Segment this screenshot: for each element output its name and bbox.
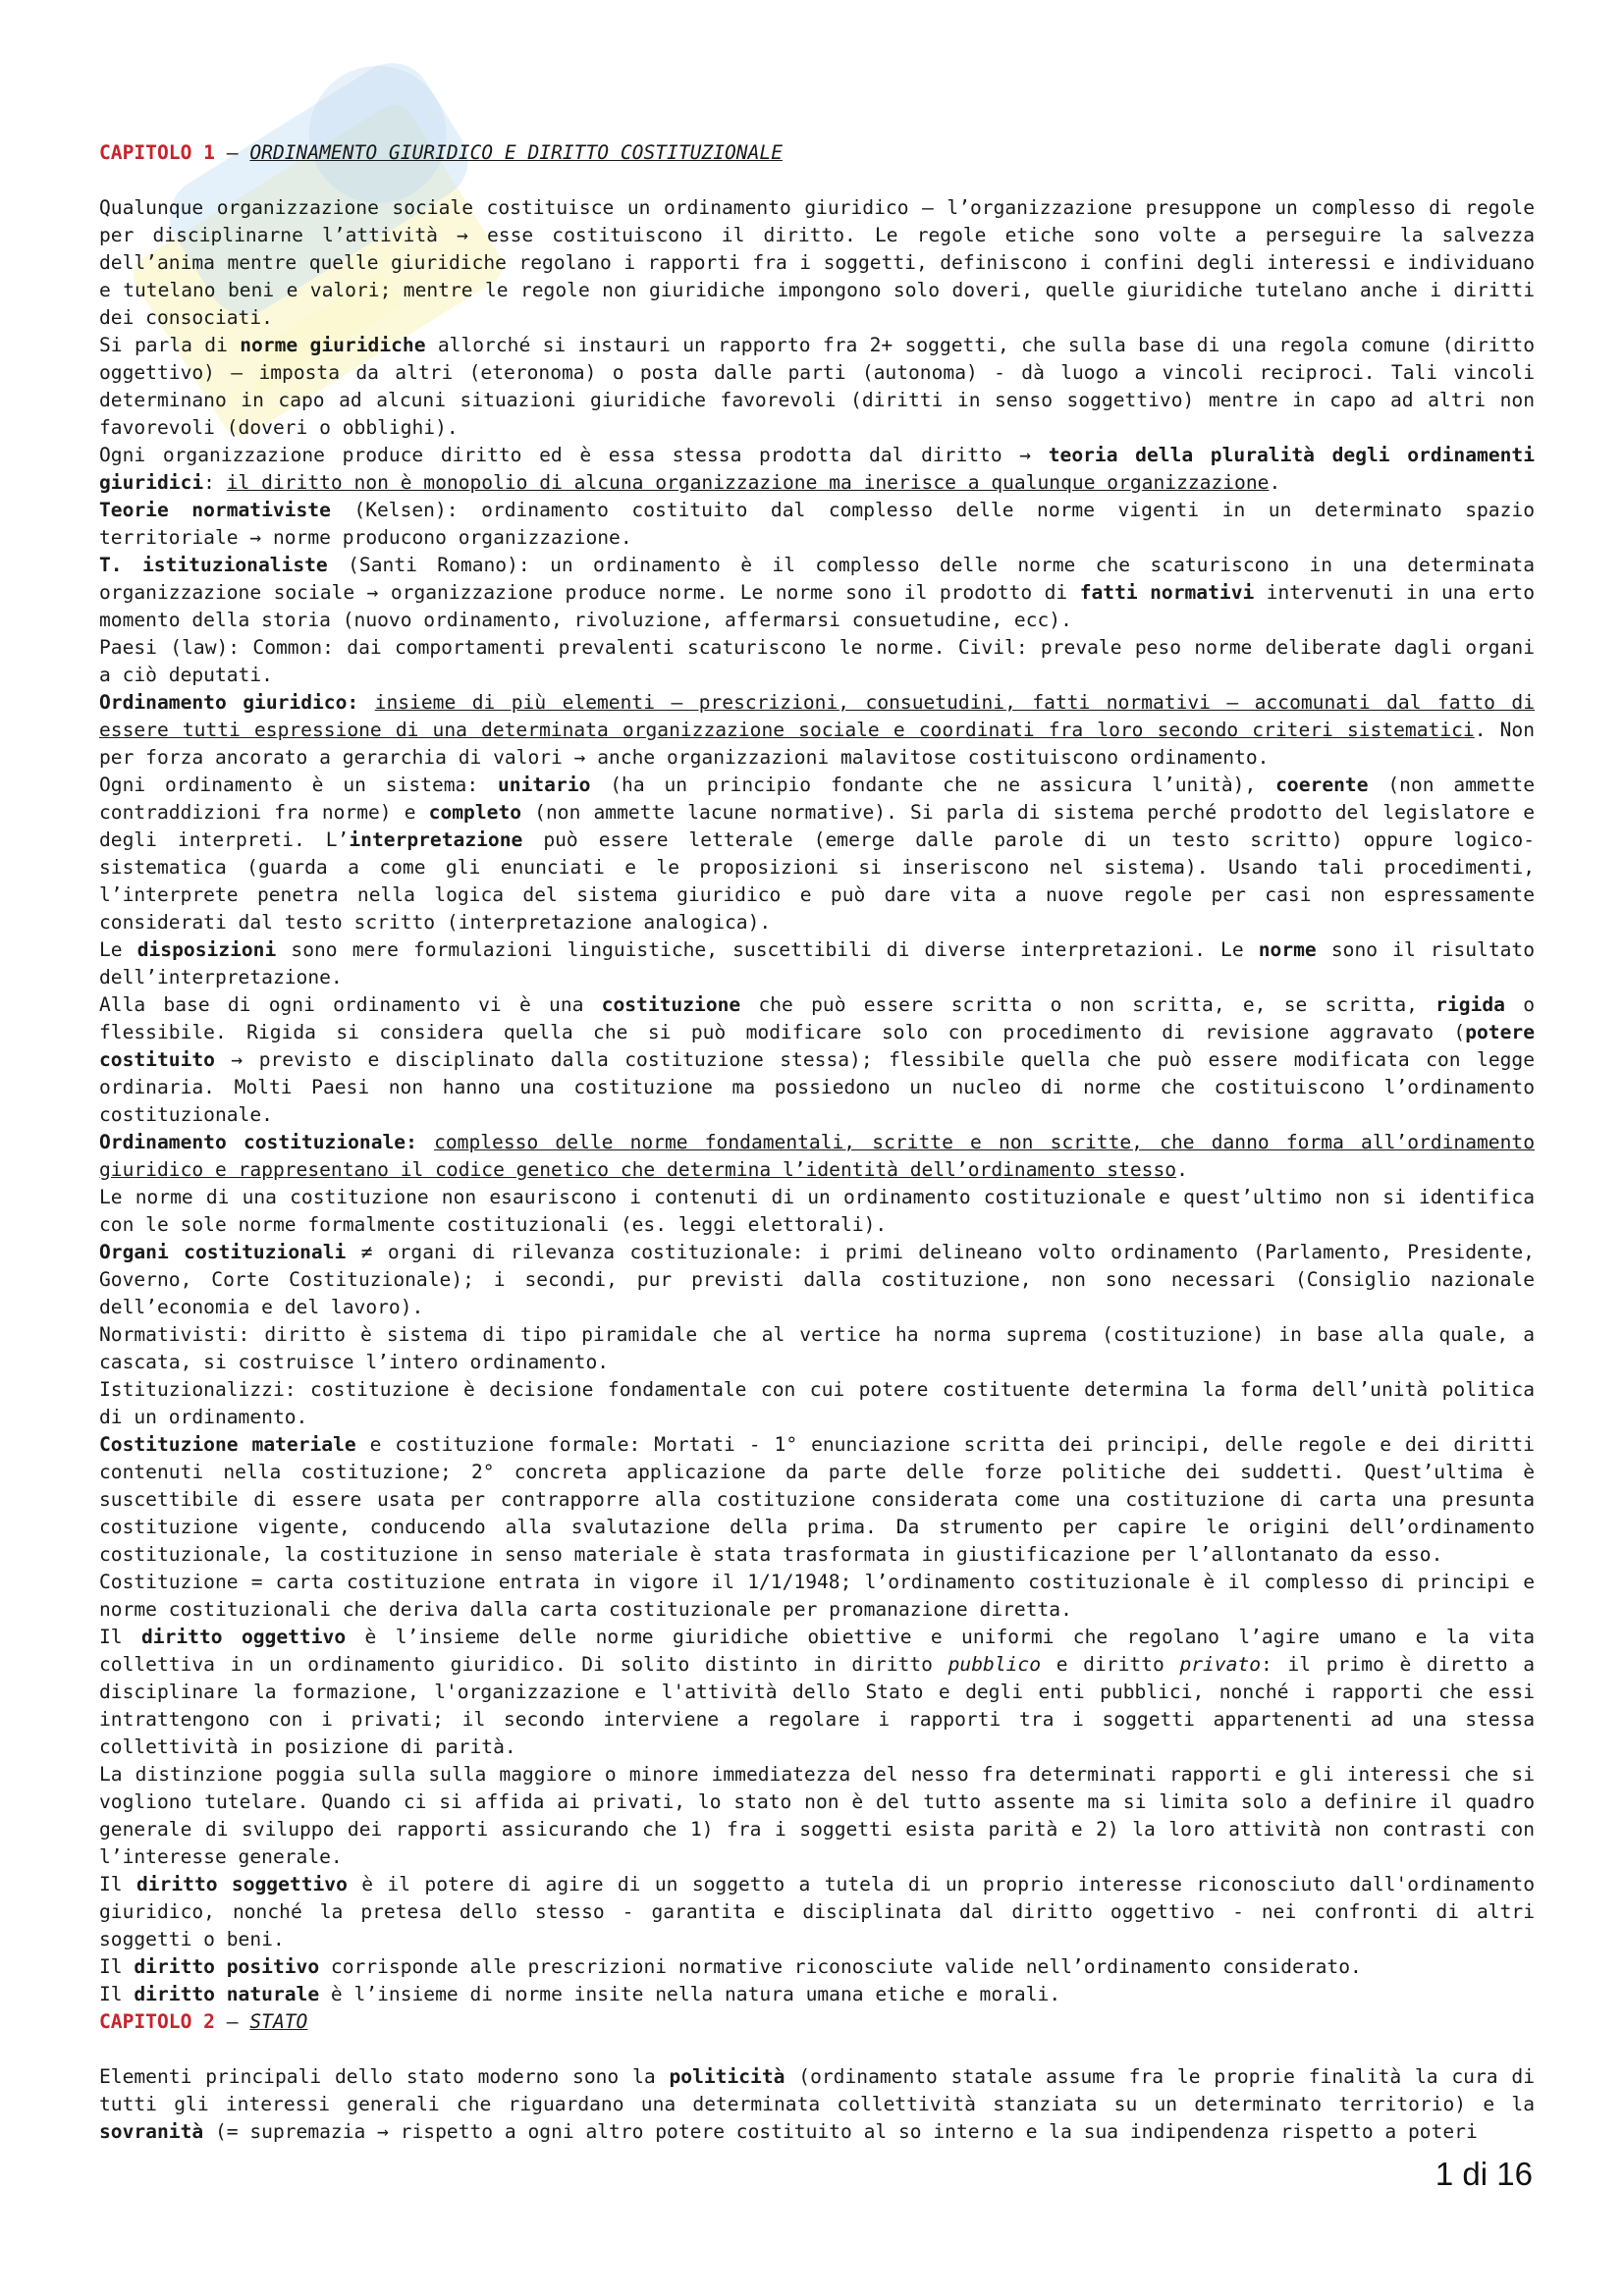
paragraph: T. istituzionaliste (Santi Romano): un ordinamento è il complesso delle norme che scaturiscono in una determinata organizzazione sociale → organizzazione produce norme. Le norme sono il prodotto di fatti normativi intervenuti in una erto momento della storia (nuovo ordinamento, rivoluzione, affermarsi consuetudine, ecc). — [99, 554, 1536, 631]
paragraph: Costituzione = carta costituzione entrata in vigore il 1/1/1948; l’ordinamento costituzionale è il complesso di principi e norme costituzionali che deriva dalla carta costituzionale per promanazione diretta. — [99, 1571, 1535, 1621]
paragraph: Il diritto positivo corrisponde alle prescrizioni normative riconosciute valide nell’ordinamento considerato. — [99, 1955, 1362, 1978]
chapter-heading: CAPITOLO 1 – ORDINAMENTO GIURIDICO E DIRITTO COSTITUZIONALE — [99, 141, 783, 164]
paragraph: La distinzione poggia sulla sulla maggiore o minore immediatezza del nesso fra determinati rapporti e gli interessi che si vogliono tutelare. Quando ci si affida ai privati, lo stato non è del tutto assente ma si limita solo a definire il quadro generale di sviluppo dei rapporti assicurando che 1) fra i soggetti esista parità e 2) la loro attività non contrasti con l’interesse generale. — [99, 1763, 1535, 1868]
paragraph: Ordinamento costituzionale: complesso delle norme fondamentali, scritte e non scritte, che danno forma all’ordinamento giuridico e rappresentano il codice genetico che determina l’identità dell’ordinamento stesso. — [99, 1131, 1535, 1181]
paragraph: Costituzione materiale e costituzione formale: Mortati - 1° enunciazione scritta dei principi, delle regole e dei diritti contenuti nella costituzione; 2° concreta applicazione da parte delle forze politiche dei suddetti. Quest’ultima è suscettibile di essere usata per contrapporre alla costituzione considerata come una costituzione di carta una presunta costituzione vigente, conducendo alla svalutazione della prima. Da strumento per capire le origini dell’ordinamento costituzionale, la costituzione in senso materiale è stata trasformata in giustificazione per l’allontanato da esso. — [99, 1433, 1535, 1566]
chapter-label: CAPITOLO 1 — [99, 141, 215, 164]
paragraph: Qualunque organizzazione sociale costituisce un ordinamento giuridico – l’organizzazione presuppone un complesso di regole per disciplinarne l’attività → esse costituiscono il diritto. Le regole etiche sono volte a perseguire la salvezza dell’anima mentre quelle giuridiche regolano i rapporti fra i soggetti, definiscono i confini degli interessi e individuano e tutelano beni e valori; mentre le regole non giuridiche impongono solo doveri, quelle giuridiche tutelano anche i diritti dei consociati. — [99, 196, 1535, 329]
chapter-label: CAPITOLO 2 — [99, 2010, 215, 2033]
paragraph: Elementi principali dello stato moderno sono la politicità (ordinamento statale assume fra le proprie finalità la cura di tutti gli interessi generali che riguardano una determinata collettività stanziata su un determinato territorio) e la sovranità (= supremazia → rispetto a ogni altro potere costituito al so interno e la sua indipendenza rispetto a poteri — [99, 2065, 1535, 2143]
chapter-title: STATO — [249, 2010, 308, 2033]
paragraph: Ogni ordinamento è un sistema: unitario (ha un principio fondante che ne assicura l’unità), coerente (non ammette contraddizioni fra norme) e completo (non ammette lacune normative). Si parla di sistema perché prodotto del legislatore e degli interpreti. L’interpretazione può essere letterale (emerge dalle parole di un testo scritto) oppure logico-sistematica (guarda a come gli enunciati e le proposizioni si inseriscono nel sistema). Usando tali procedimenti, l’interprete penetra nella logica del sistema giuridico e può dare vita a nuove regole per casi non espressamente considerati dal testo scritto (interpretazione analogica). — [99, 774, 1535, 934]
paragraph: Il diritto naturale è l’insieme di norme insite nella natura umana etiche e morali. — [99, 1983, 1061, 2005]
paragraph: Istituzionalizzi: costituzione è decisione fondamentale con cui potere costituente determina la forma dell’unità politica di un ordinamento. — [99, 1378, 1535, 1428]
paragraph: Il diritto soggettivo è il potere di agire di un soggetto a tutela di un proprio interesse riconosciuto dall'ordinamento giuridico, nonché la pretesa dello stesso - garantita e disciplinata dal diritto oggettivo - nei confronti di altri soggetti o beni. — [99, 1873, 1535, 1950]
paragraph: Si parla di norme giuridiche allorché si instauri un rapporto fra 2+ soggetti, che sulla base di una regola comune (diritto oggettivo) – imposta da altri (eteronoma) o posta dalle parti (autonoma) - dà luogo a vincoli reciproci. Tali vincoli determinano in capo ad alcuni situazioni giuridiche favorevoli (diritti in senso soggettivo) mentre in capo ad altri non favorevoli (doveri o obblighi). — [99, 334, 1535, 439]
paragraph: Organi costituzionali ≠ organi di rilevanza costituzionale: i primi delineano volto ordinamento (Parlamento, Presidente, Governo, Corte Costituzionale); i secondi, pur previsti dalla costituzione, non sono necessari (Consiglio nazionale dell’economia e del lavoro). — [99, 1241, 1535, 1318]
paragraph: Alla base di ogni ordinamento vi è una costituzione che può essere scritta o non scritta, e, se scritta, rigida o flessibile. Rigida si considera quella che si può modificare solo con procedimento di revisione aggravato (potere costituito → previsto e disciplinato dalla costituzione stessa); flessibile quella che può essere modificata con legge ordinaria. Molti Paesi non hanno una costituzione ma possiedono un nucleo di norme che costituiscono l’ordinamento costituzionale. — [99, 993, 1535, 1126]
paragraph: Ogni organizzazione produce diritto ed è essa stessa prodotta dal diritto → teoria della pluralità degli ordinamenti giuridici: il diritto non è monopolio di alcuna organizzazione ma inerisce a qualunque organizzazione. — [99, 444, 1536, 494]
chapter-heading: CAPITOLO 2 – STATO — [99, 2010, 308, 2033]
paragraph: Paesi (law): Common: dai comportamenti prevalenti scaturiscono le norme. Civil: prevale peso norme deliberate dagli organi a ciò deputati. — [99, 636, 1535, 686]
paragraph: Teorie normativiste (Kelsen): ordinamento costituito dal complesso delle norme vigenti in un determinato spazio territoriale → norme producono organizzazione. — [99, 499, 1535, 549]
page-number: 1 di 16 — [1435, 2156, 1533, 2192]
paragraph: Normativisti: diritto è sistema di tipo piramidale che al vertice ha norma suprema (costituzione) in base alla quale, a cascata, si costruisce l’intero ordinamento. — [99, 1323, 1535, 1373]
paragraph: Le norme di una costituzione non esauriscono i contenuti di un ordinamento costituzionale e quest’ultimo non si identifica con le sole norme formalmente costituzionali (es. leggi elettorali). — [99, 1186, 1535, 1236]
paragraph: Ordinamento giuridico: insieme di più elementi – prescrizioni, consuetudini, fatti normativi – accomunati dal fatto di essere tutti espressione di una determinata organizzazione sociale e coordinati fra loro secondo criteri sistematici. Non per forza ancorato a gerarchia di valori → anche organizzazioni malavitose costituiscono ordinamento. — [99, 691, 1535, 769]
document-body — [99, 139, 1535, 2146]
chapter-title: ORDINAMENTO GIURIDICO E DIRITTO COSTITUZIONALE — [249, 141, 783, 164]
paragraph: Il diritto oggettivo è l’insieme delle norme giuridiche obiettive e uniformi che regolano l’agire umano e la vita collettiva in un ordinamento giuridico. Di solito distinto in diritto pubblico e diritto privato: il primo è diretto a disciplinare la formazione, l'organizzazione e l'attività dello Stato e degli enti pubblici, nonché i rapporti che essi intrattengono con i privati; il secondo interviene a regolare i rapporti tra i soggetti appartenenti ad una stessa collettività in posizione di parità. — [99, 1626, 1536, 1758]
paragraph: Le disposizioni sono mere formulazioni linguistiche, suscettibili di diverse interpretazioni. Le norme sono il risultato dell’interpretazione. — [99, 938, 1536, 988]
